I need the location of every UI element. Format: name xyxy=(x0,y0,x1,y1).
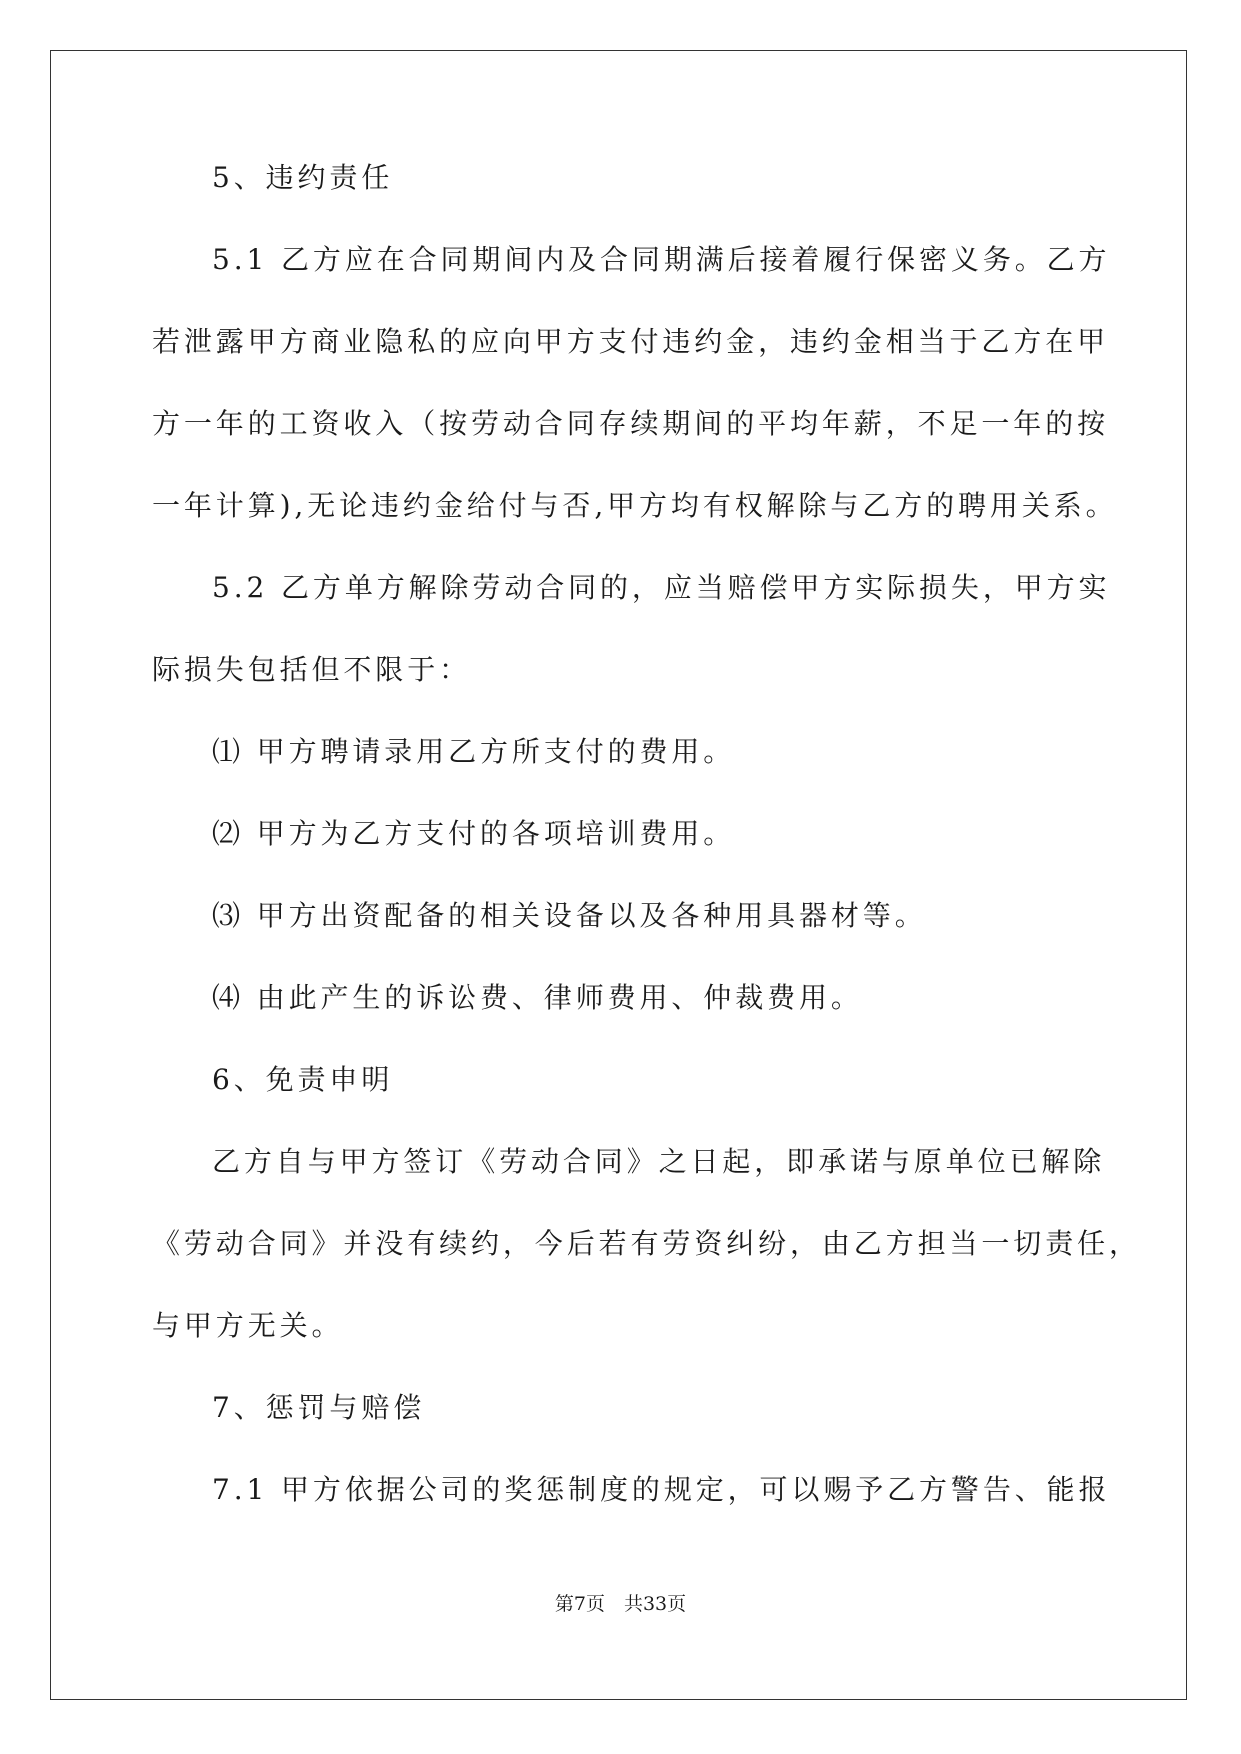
paragraph-line: 若泄露甲方商业隐私的应向甲方支付违约金，违约金相当于乙方在甲 xyxy=(152,325,1110,358)
paragraph-line: 5.1 乙方应在合同期间内及合同期满后接着履行保密义务。乙方 xyxy=(212,243,1111,276)
paragraph-line: 乙方自与甲方签订《劳动合同》之日起，即承诺与原单位已解除 xyxy=(212,1145,1106,1178)
list-item: ⑴ 甲方聘请录用乙方所支付的费用。 xyxy=(212,735,736,768)
paragraph-line: 5.2 乙方单方解除劳动合同的，应当赔偿甲方实际损失，甲方实 xyxy=(212,571,1111,604)
document-body xyxy=(152,160,1141,1508)
list-item: ⑵ 甲方为乙方支付的各项培训费用。 xyxy=(212,817,736,850)
section-heading-penalty-compensation: 7、惩罚与赔偿 xyxy=(212,1391,426,1424)
paragraph-line: 《劳动合同》并没有续约，今后若有劳资纠纷，由乙方担当一切责任， xyxy=(152,1227,1141,1260)
page-number-footer: 第7页 共33页 xyxy=(554,1593,687,1615)
paragraph-line: 际损失包括但不限于： xyxy=(152,653,472,686)
list-item: ⑶ 甲方出资配备的相关设备以及各种用具器材等。 xyxy=(212,899,927,932)
section-heading-disclaimer: 6、免责申明 xyxy=(212,1063,394,1096)
paragraph-line: 7.1 甲方依据公司的奖惩制度的规定，可以赐予乙方警告、能报 xyxy=(212,1473,1111,1506)
paragraph-line: 与甲方无关。 xyxy=(152,1309,344,1342)
paragraph-line: 方一年的工资收入（按劳动合同存续期间的平均年薪，不足一年的按 xyxy=(152,407,1110,440)
paragraph-line: 一年计算),无论违约金给付与否,甲方均有权解除与乙方的聘用关系。 xyxy=(152,489,1118,522)
list-item: ⑷ 由此产生的诉讼费、律师费用、仲裁费用。 xyxy=(212,981,863,1014)
section-heading-breach-liability: 5、违约责任 xyxy=(212,161,394,194)
